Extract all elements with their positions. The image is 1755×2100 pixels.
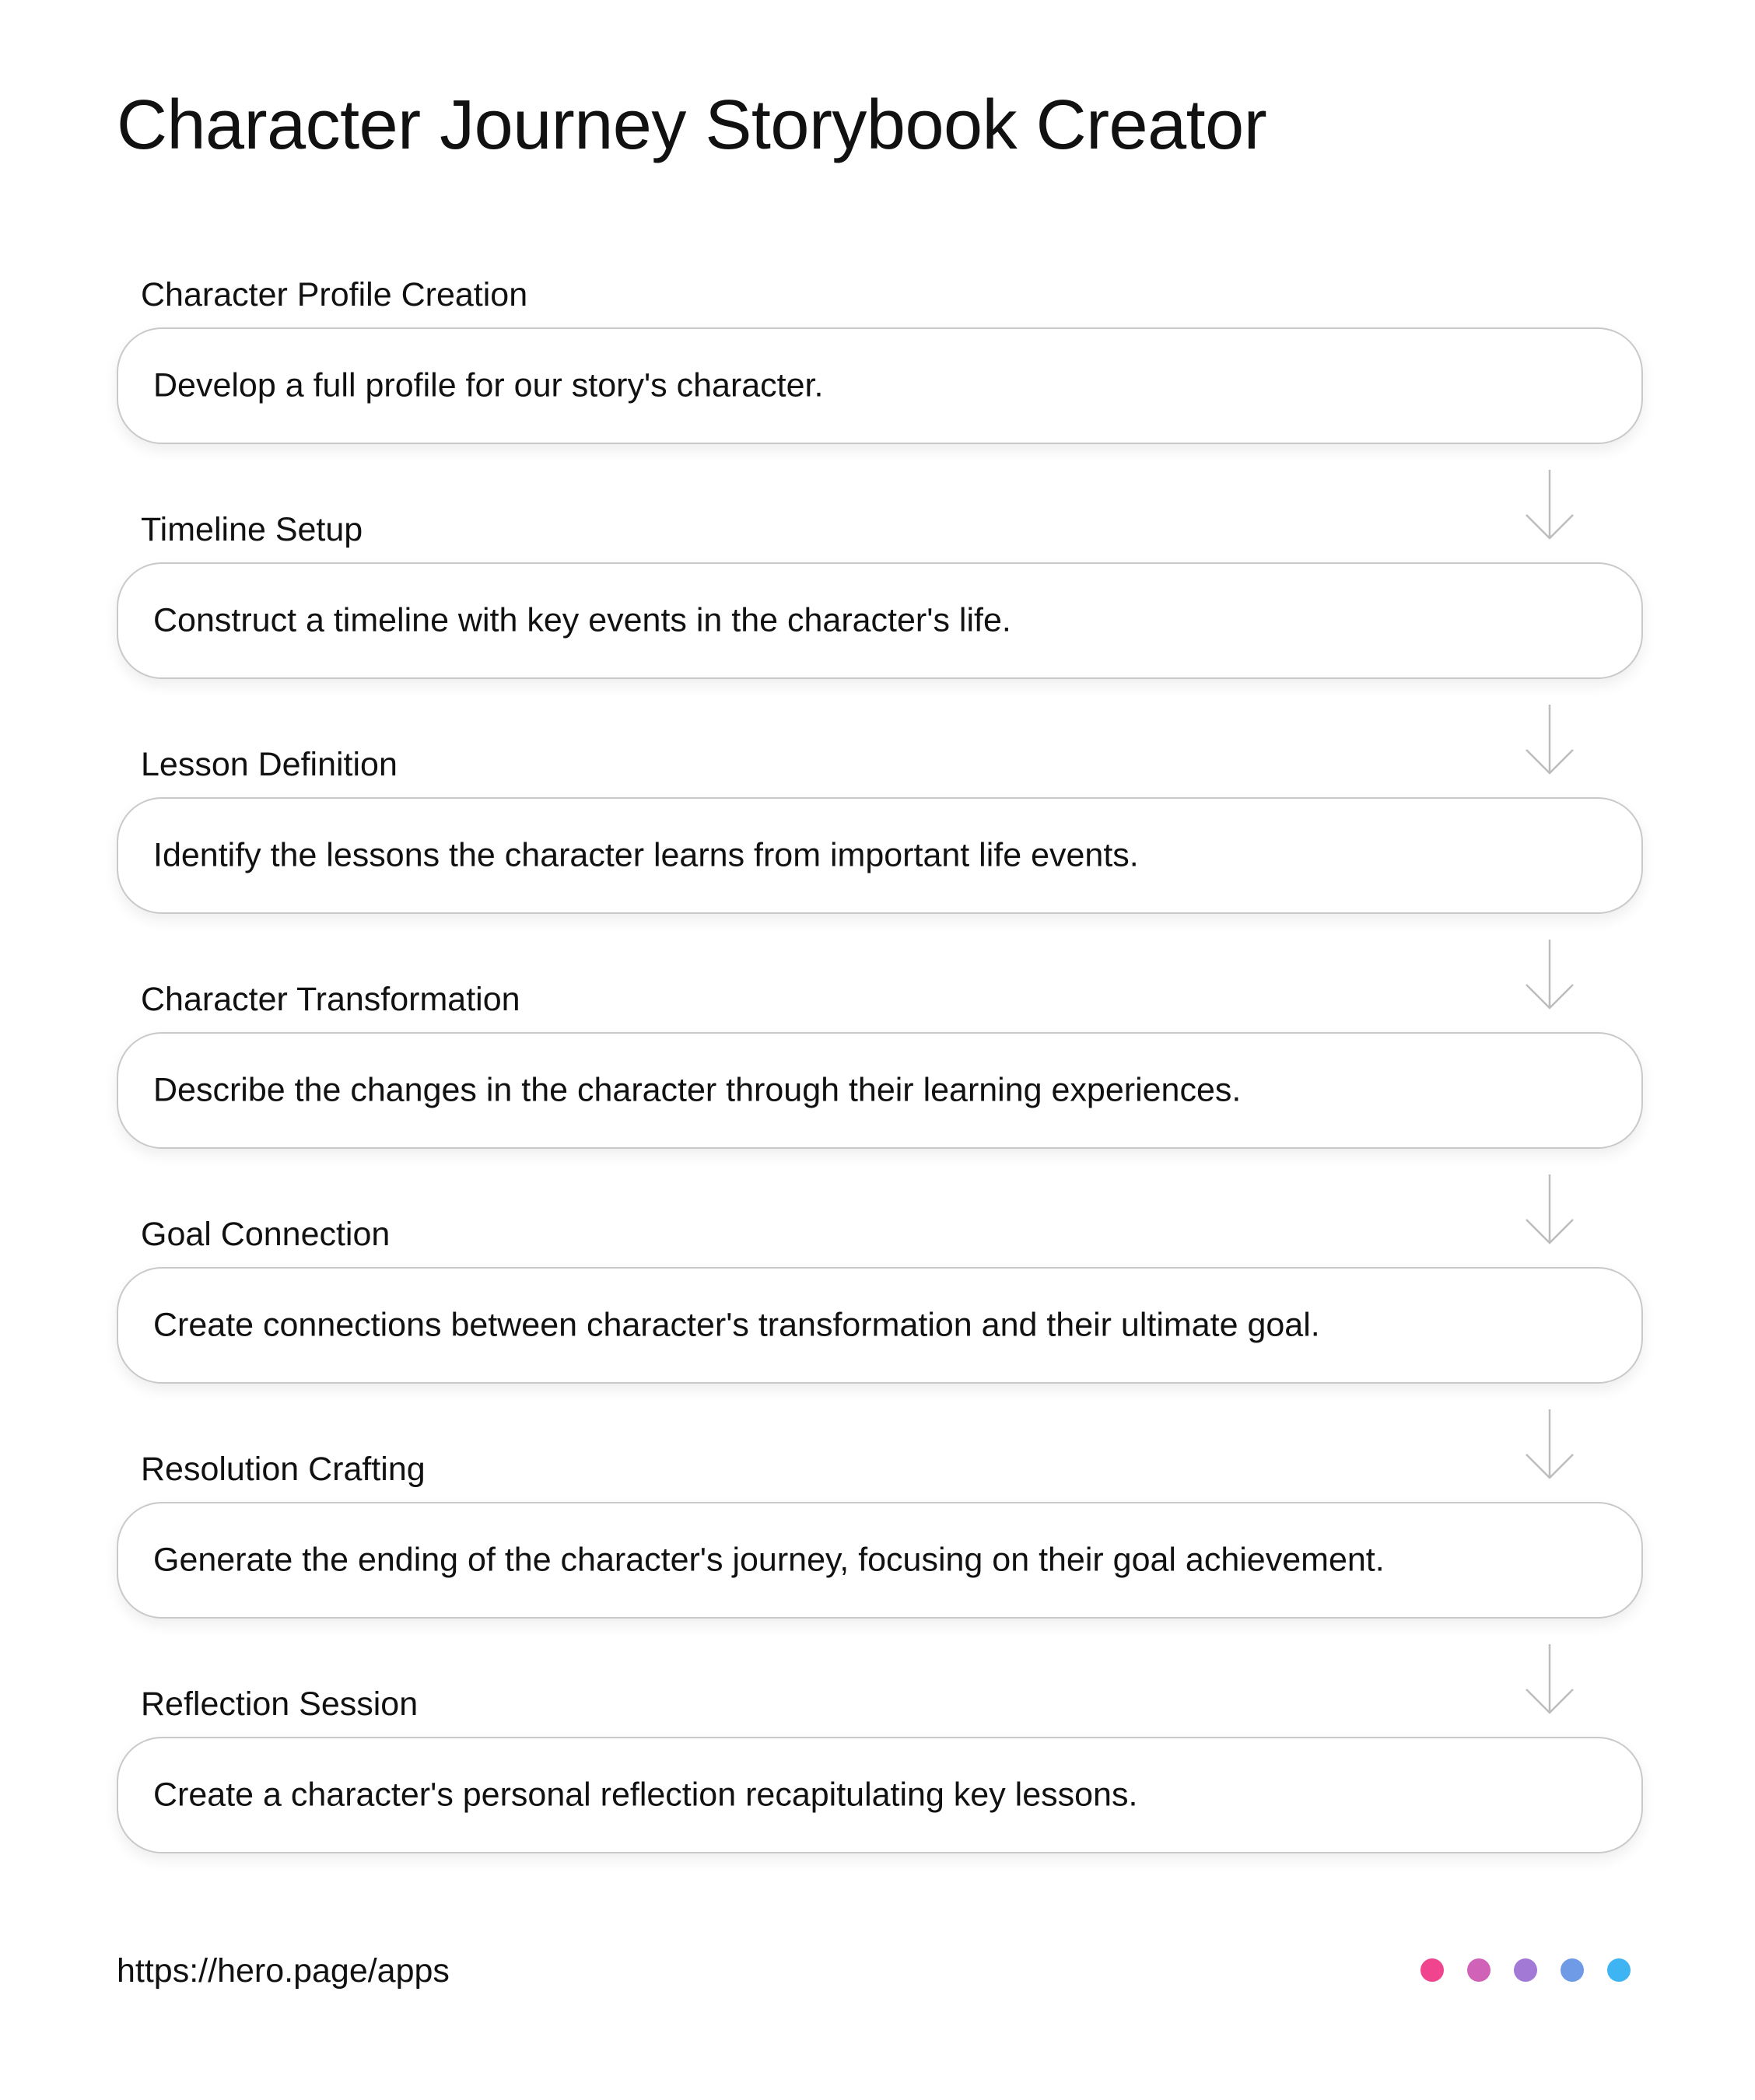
step-label: Reflection Session: [141, 1685, 419, 1723]
step-description: Generate the ending of the character's journey, focusing on their goal achievement.: [153, 1541, 1385, 1579]
page-title: Character Journey Storybook Creator: [117, 86, 1267, 164]
arrow-down-icon: [1525, 940, 1575, 1011]
step-description: Create connections between character's transformation and their ultimate goal.: [153, 1306, 1320, 1344]
step-description: Create a character's personal reflection recapitulating key lessons.: [153, 1776, 1138, 1814]
step-description: Describe the changes in the character through their learning experiences.: [153, 1071, 1242, 1109]
step-label: Character Profile Creation: [141, 276, 528, 313]
step-card[interactable]: [117, 1737, 1643, 1853]
arrow-down-icon: [1525, 1174, 1575, 1246]
step-card[interactable]: [117, 562, 1643, 679]
step-label: Goal Connection: [141, 1216, 391, 1253]
step-card[interactable]: [117, 327, 1643, 444]
step-card[interactable]: [117, 797, 1643, 914]
step-description: Develop a full profile for our story's character.: [153, 366, 824, 404]
step-description: Identify the lessons the character learns from important life events.: [153, 836, 1139, 874]
brand-dot-5: [1607, 1958, 1631, 1982]
step-card[interactable]: [117, 1502, 1643, 1619]
arrow-down-icon: [1525, 1409, 1575, 1481]
step-label: Timeline Setup: [141, 511, 363, 548]
step-description: Construct a timeline with key events in the character's life.: [153, 601, 1011, 639]
brand-dot-1: [1420, 1958, 1444, 1982]
step-label: Resolution Crafting: [141, 1451, 426, 1488]
brand-dot-2: [1467, 1958, 1491, 1982]
brand-dots: [1420, 1958, 1638, 1982]
step-label: Lesson Definition: [141, 746, 398, 783]
step-card[interactable]: [117, 1032, 1643, 1149]
step-label: Character Transformation: [141, 981, 520, 1018]
step-card[interactable]: [117, 1267, 1643, 1384]
footer-url-link[interactable]: https://hero.page/apps: [117, 1952, 450, 1990]
arrow-down-icon: [1525, 705, 1575, 776]
arrow-down-icon: [1525, 1644, 1575, 1716]
arrow-down-icon: [1525, 470, 1575, 541]
brand-dot-3: [1514, 1958, 1537, 1982]
brand-dot-4: [1561, 1958, 1584, 1982]
